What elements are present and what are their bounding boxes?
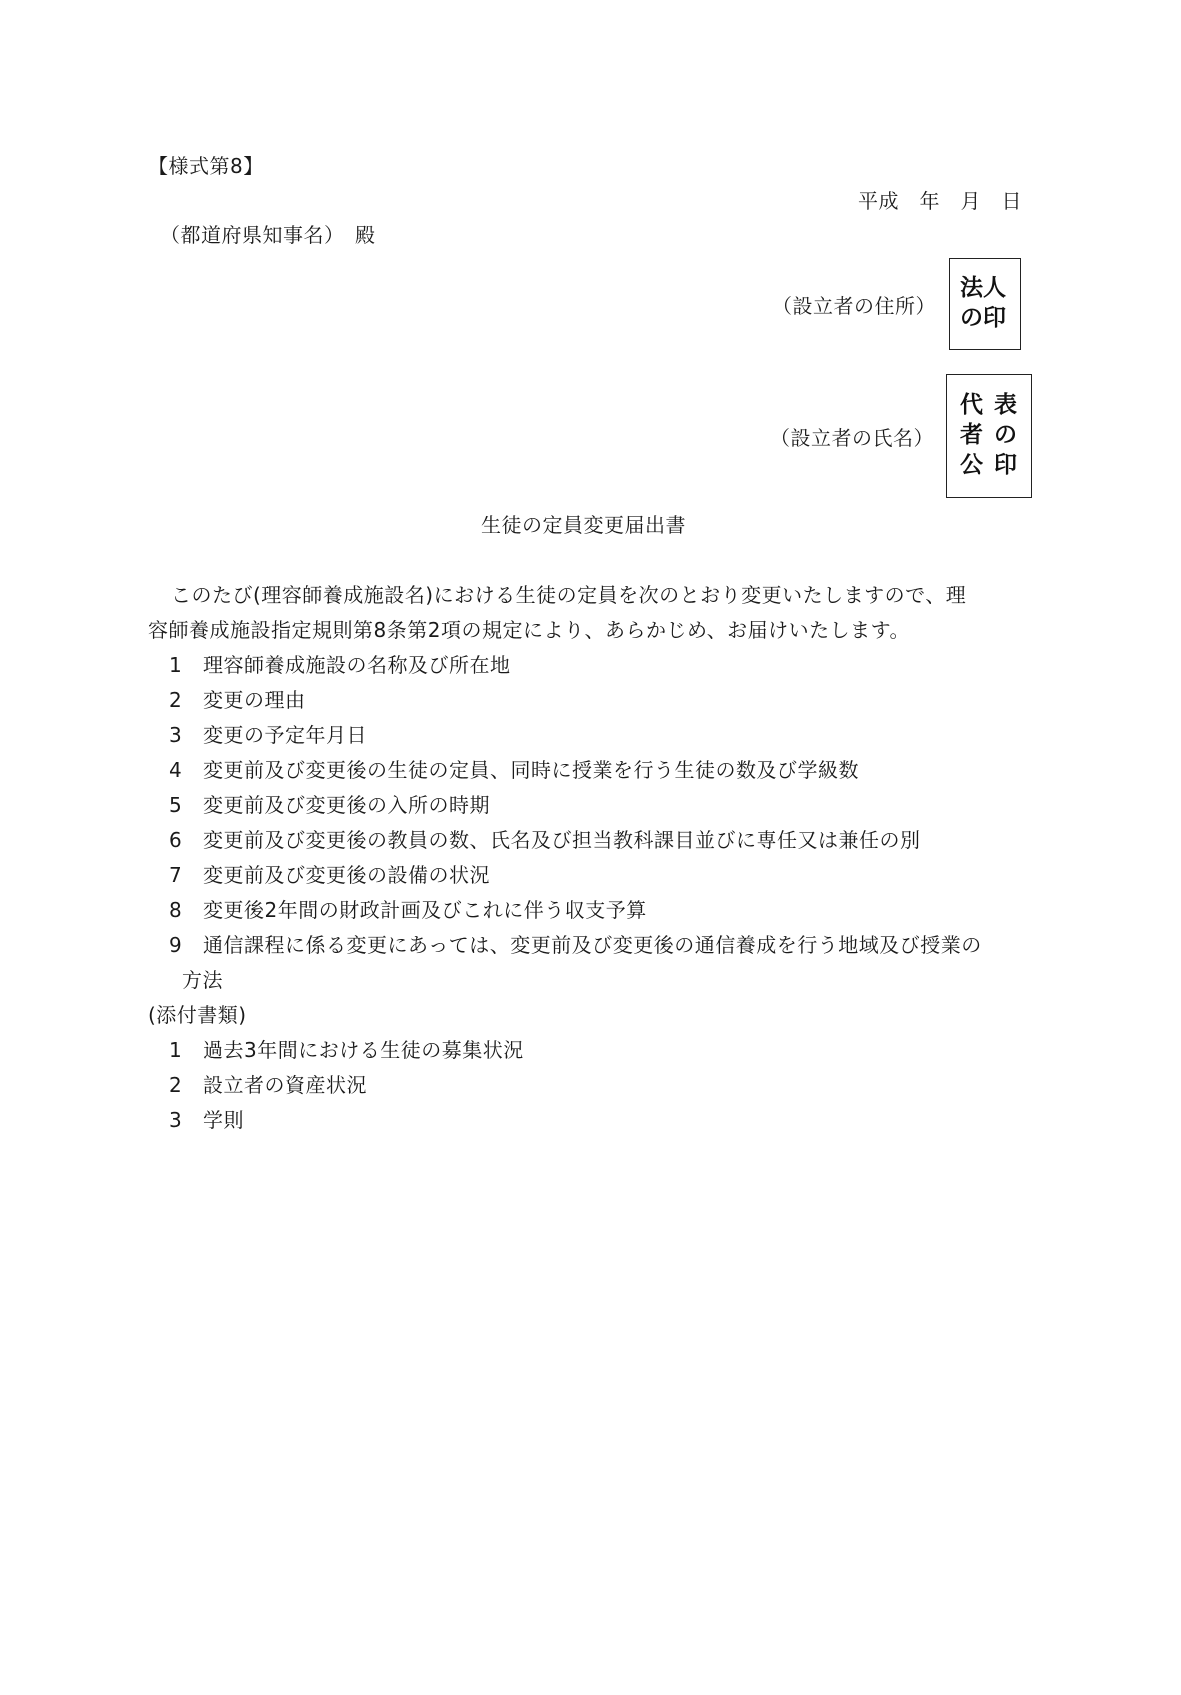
rep-seal-r1-right: 表	[994, 392, 1017, 418]
item-text: 通信課程に係る変更にあっては、変更前及び変更後の通信養成を行う地域及び授業の	[203, 933, 982, 957]
item-number: 3	[169, 723, 183, 747]
item-number: 2	[169, 1073, 183, 1097]
date-line: 平成 年 月 日	[858, 189, 1022, 213]
rep-seal-r1-left: 代	[960, 392, 983, 418]
item-number: 4	[169, 758, 183, 782]
body-line-1: このたび(理容師養成施設名)における生徒の定員を次のとおり変更いたしますので、理	[171, 583, 967, 607]
item-number: 9	[169, 933, 183, 957]
attachments-heading: (添付書類)	[148, 1003, 247, 1027]
item-number: 1	[169, 1038, 183, 1062]
item-text: 理容師養成施設の名称及び所在地	[203, 653, 511, 677]
form-label: 【様式第8】	[148, 154, 264, 178]
item-text: 設立者の資産状況	[203, 1073, 367, 1097]
body-line-2: 容師養成施設指定規則第8条第2項の規定により、あらかじめ、お届けいたします。	[148, 618, 911, 642]
rep-seal-r3-left: 公	[960, 452, 983, 478]
founder-name-label: （設立者の氏名）	[770, 426, 934, 450]
document-title: 生徒の定員変更届出書	[481, 513, 686, 537]
founder-address-label: （設立者の住所）	[772, 294, 936, 318]
corporate-seal-line1: 法人	[960, 275, 1006, 301]
item-number: 5	[169, 793, 183, 817]
item-number: 7	[169, 863, 183, 887]
list-item-continuation: 方法	[182, 968, 223, 992]
item-text: 変更の理由	[203, 688, 306, 712]
item-text: 変更の予定年月日	[203, 723, 367, 747]
corporate-seal-line2: の印	[960, 305, 1006, 331]
item-number: 6	[169, 828, 183, 852]
item-number: 3	[169, 1108, 183, 1132]
rep-seal-r2-right: の	[994, 422, 1017, 448]
item-number: 1	[169, 653, 183, 677]
item-text: 変更前及び変更後の入所の時期	[203, 793, 490, 817]
representative-seal-box	[946, 374, 1032, 498]
item-text: 学則	[203, 1108, 244, 1132]
item-text: 変更前及び変更後の生徒の定員、同時に授業を行う生徒の数及び学級数	[203, 758, 859, 782]
item-text: 変更前及び変更後の設備の状況	[203, 863, 490, 887]
item-number: 2	[169, 688, 183, 712]
rep-seal-r3-right: 印	[994, 452, 1017, 478]
item-text: 変更後2年間の財政計画及びこれに伴う収支予算	[203, 898, 647, 922]
item-number: 8	[169, 898, 183, 922]
rep-seal-r2-left: 者	[960, 422, 983, 448]
corporate-seal-box	[949, 258, 1021, 350]
item-text: 変更前及び変更後の教員の数、氏名及び担当教科課目並びに専任又は兼任の別	[203, 828, 921, 852]
item-text: 過去3年間における生徒の募集状況	[203, 1038, 524, 1062]
addressee: （都道府県知事名） 殿	[160, 223, 376, 247]
